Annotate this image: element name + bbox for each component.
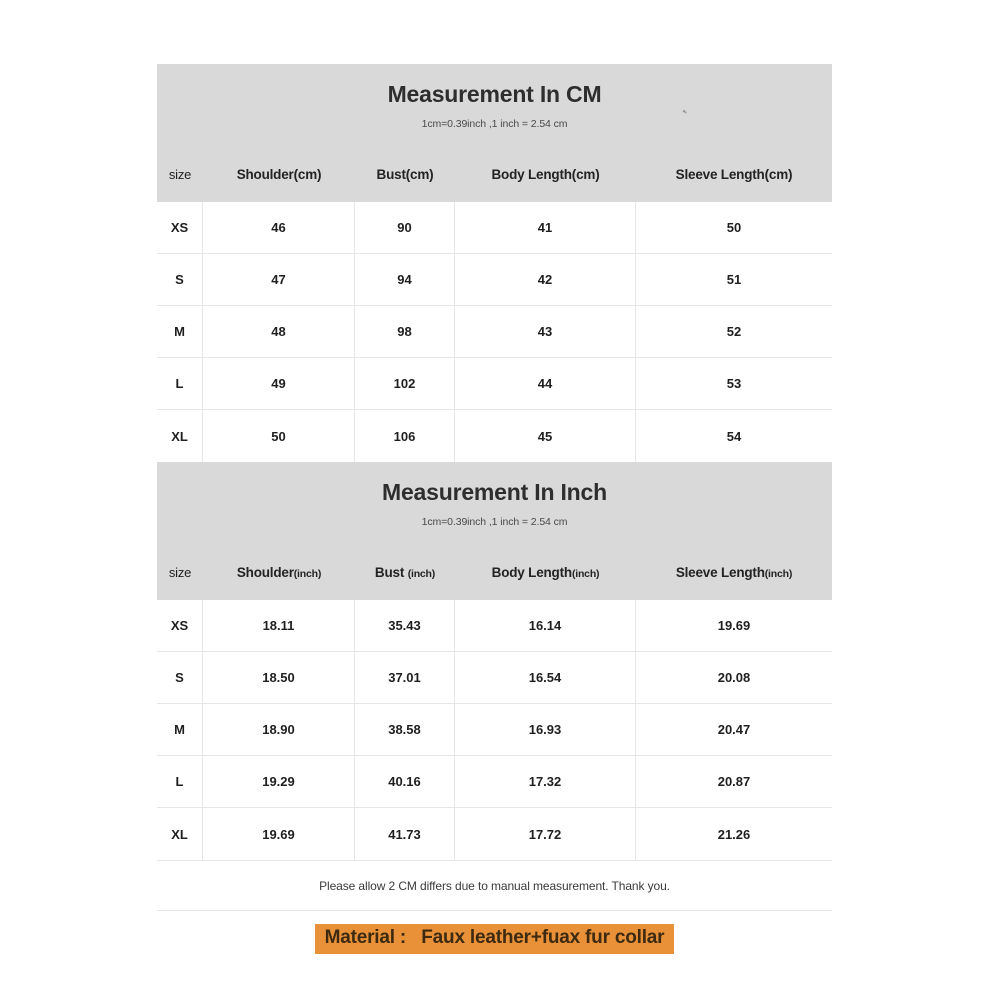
cell-body-length: 17.32 — [455, 756, 636, 807]
cm-section-title: Measurement In CM — [387, 81, 602, 107]
cell-body-length: 43 — [455, 306, 636, 357]
inch-header-shoulder-unit: (inch) — [293, 567, 322, 580]
cell-bust: 102 — [355, 358, 455, 409]
cell-body-length: 42 — [455, 254, 636, 305]
inch-header-shoulder — [203, 565, 355, 580]
cm-header-body-length: Body Length(cm) — [491, 166, 600, 182]
cm-table-body — [157, 202, 832, 462]
cell-shoulder: 19.29 — [203, 756, 355, 807]
cell-size: S — [157, 652, 203, 703]
cm-header-sleeve-length: Sleeve Length(cm) — [675, 166, 793, 182]
cell-body-length: 44 — [455, 358, 636, 409]
inch-header-bust-unit: (inch) — [407, 567, 436, 580]
cell-shoulder: 19.69 — [203, 808, 355, 860]
inch-section-banner — [157, 462, 832, 600]
inch-header-shoulder-main: Shoulder — [236, 564, 294, 580]
cell-shoulder: 46 — [203, 202, 355, 253]
cell-size: S — [157, 254, 203, 305]
cell-sleeve-length: 20.47 — [717, 722, 751, 737]
cell-shoulder: 18.50 — [203, 652, 355, 703]
cell-bust: 35.43 — [355, 600, 455, 651]
cell-body-length: 17.72 — [455, 808, 636, 860]
cell-shoulder: 50 — [203, 410, 355, 462]
cell-body-length: 16.93 — [455, 704, 636, 755]
inch-section-subtitle: 1cm=0.39inch ,1 inch = 2.54 cm — [421, 516, 568, 528]
cell-sleeve-length: 21.26 — [717, 826, 751, 842]
cell-size: XL — [157, 410, 203, 462]
table-row — [157, 306, 832, 358]
table-row — [157, 202, 832, 254]
inch-table-header-row — [157, 544, 832, 600]
cell-bust: 40.16 — [355, 756, 455, 807]
cell-sleeve-length: 52 — [726, 324, 742, 339]
inch-header-body-main: Body Length — [491, 564, 572, 580]
material-badge: Material : Faux leather+fuax fur collar — [315, 924, 675, 954]
cell-bust: 94 — [355, 254, 455, 305]
cell-sleeve-length: 50 — [726, 220, 742, 235]
cell-body-length: 16.54 — [455, 652, 636, 703]
speckle-artifact-icon — [682, 109, 687, 114]
inch-section-title: Measurement In Inch — [382, 479, 607, 505]
cell-bust: 106 — [355, 410, 455, 462]
cell-shoulder: 49 — [203, 358, 355, 409]
inch-header-sleeve-main: Sleeve Length — [675, 564, 765, 580]
cell-body-length: 45 — [455, 410, 636, 462]
cell-sleeve-length: 51 — [726, 272, 742, 287]
cell-bust: 37.01 — [355, 652, 455, 703]
table-row — [157, 756, 832, 808]
table-row — [157, 410, 832, 462]
inch-header-body-length — [455, 565, 636, 580]
table-row — [157, 358, 832, 410]
cell-sleeve-length: 20.08 — [717, 670, 751, 685]
cell-size: XS — [157, 202, 203, 253]
table-row — [157, 704, 832, 756]
inch-header-body-unit: (inch) — [571, 567, 600, 580]
cell-size: L — [157, 756, 203, 807]
cell-shoulder: 47 — [203, 254, 355, 305]
inch-header-bust-main: Bust — [374, 564, 408, 580]
measurement-note-row — [157, 860, 832, 911]
cell-bust: 41.73 — [355, 808, 455, 860]
cm-table-header-row — [157, 146, 832, 202]
cell-body-length: 41 — [455, 202, 636, 253]
table-row — [157, 600, 832, 652]
cell-bust: 38.58 — [355, 704, 455, 755]
cm-section-subtitle: 1cm=0.39inch ,1 inch = 2.54 cm — [421, 118, 568, 130]
inch-header-sleeve-length — [636, 565, 832, 580]
cell-shoulder: 48 — [203, 306, 355, 357]
cell-sleeve-length: 53 — [726, 376, 742, 391]
cm-section-banner — [157, 64, 832, 202]
cell-size: XL — [157, 808, 203, 860]
cm-header-size: size — [168, 166, 192, 182]
inch-header-size: size — [168, 564, 192, 580]
cell-sleeve-length: 54 — [726, 428, 742, 444]
table-row — [157, 808, 832, 860]
cm-header-bust: Bust(cm) — [376, 166, 434, 182]
size-chart-sheet — [157, 64, 832, 962]
cell-sleeve-length: 19.69 — [717, 618, 751, 633]
cell-sleeve-length: 20.87 — [717, 774, 751, 789]
inch-header-bust — [355, 565, 455, 580]
cm-header-shoulder: Shoulder(cm) — [236, 166, 322, 182]
inch-table-body — [157, 600, 832, 860]
table-row — [157, 652, 832, 704]
measurement-note-text: Please allow 2 CM differs due to manual measurement. Thank you. — [319, 878, 670, 893]
cell-size: M — [157, 704, 203, 755]
table-row — [157, 254, 832, 306]
cell-body-length: 16.14 — [455, 600, 636, 651]
cell-bust: 98 — [355, 306, 455, 357]
cell-shoulder: 18.11 — [203, 600, 355, 651]
cell-shoulder: 18.90 — [203, 704, 355, 755]
material-row — [157, 911, 832, 967]
cell-size: XS — [157, 600, 203, 651]
inch-header-sleeve-unit: (inch) — [764, 567, 793, 580]
cell-size: M — [157, 306, 203, 357]
cell-size: L — [157, 358, 203, 409]
cell-bust: 90 — [355, 202, 455, 253]
